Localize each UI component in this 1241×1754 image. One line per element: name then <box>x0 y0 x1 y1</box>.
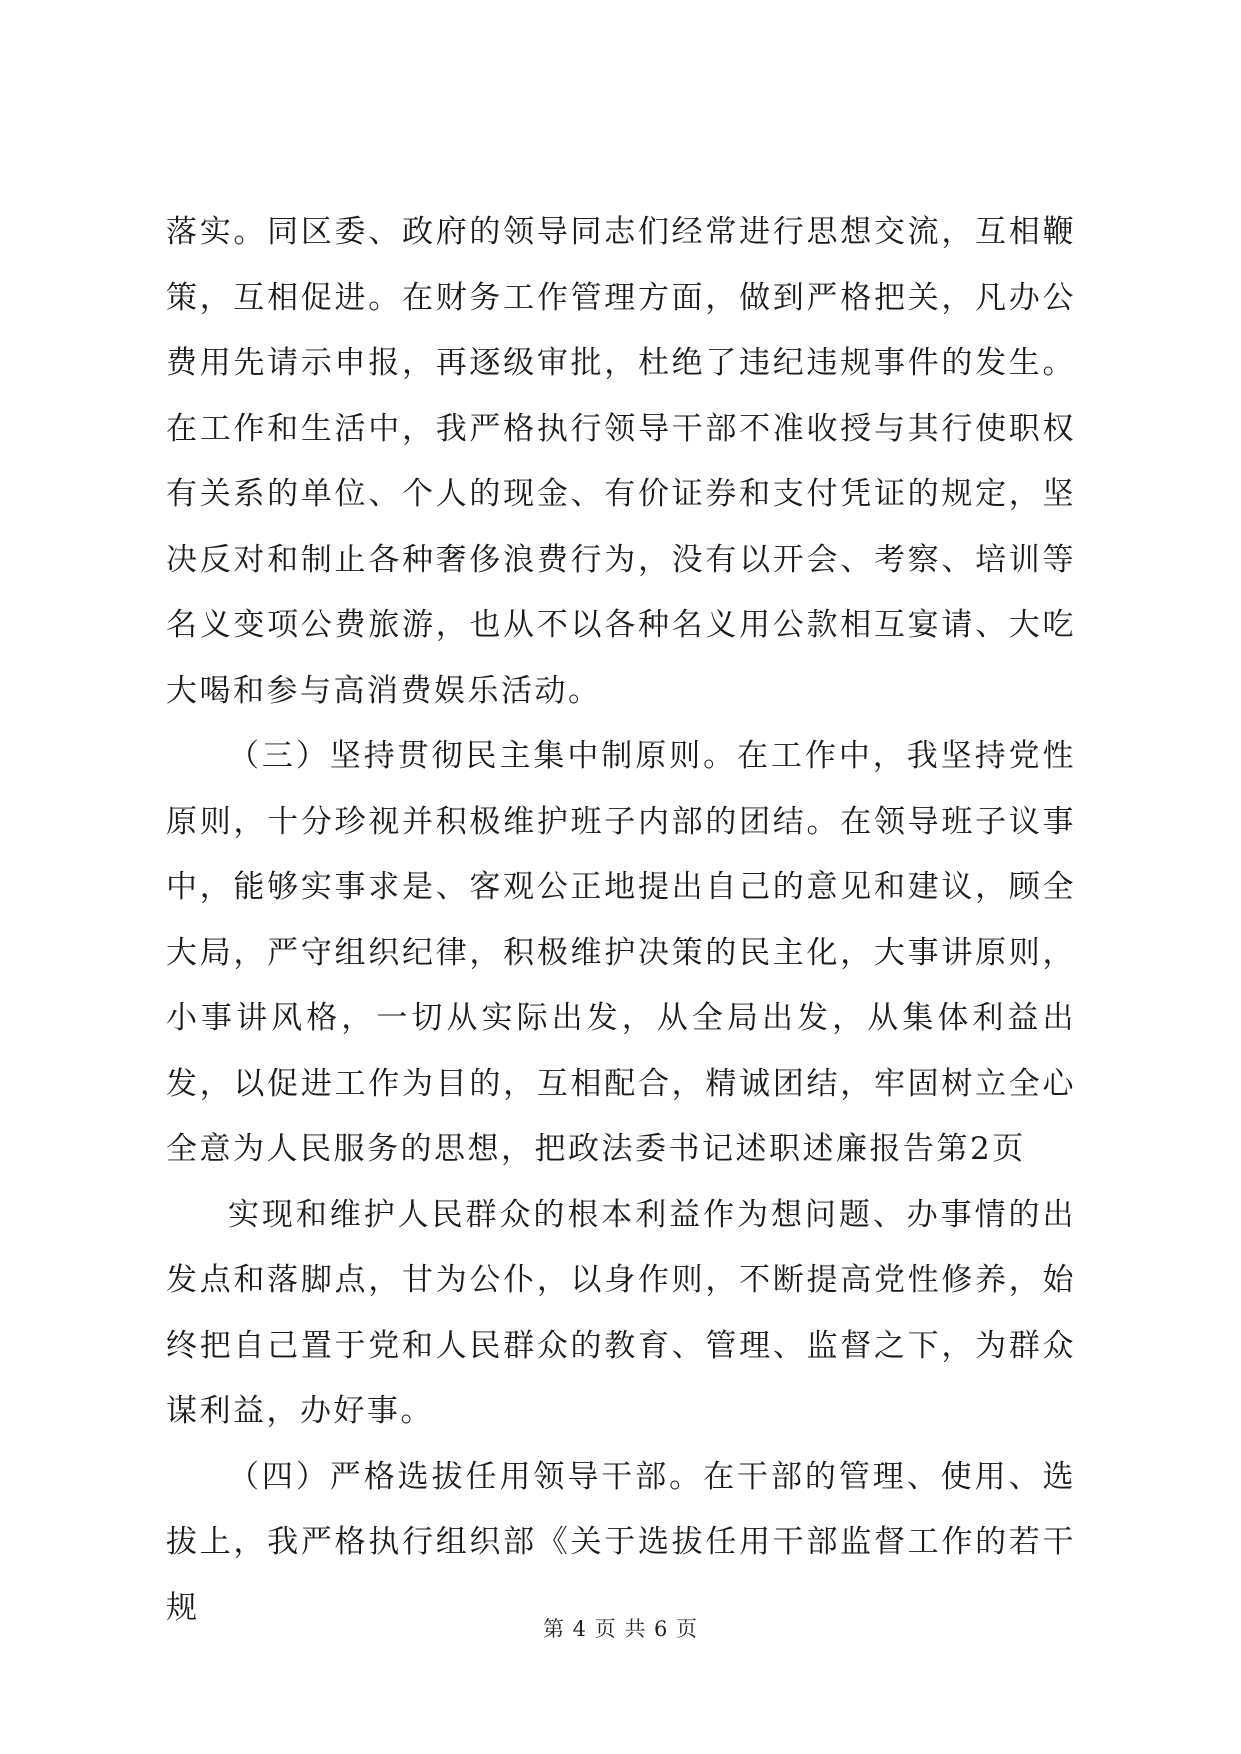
paragraph-4: （四）严格选拔任用领导干部。在干部的管理、使用、选拔上，我严格执行组织部《关于选拔任用干部监督工作的若干规 <box>166 1458 1076 1626</box>
paragraph-1: 落实。同区委、政府的领导同志们经常进行思想交流，互相鞭策，互相促进。在财务工作管理方面，做到严格把关，凡办公费用先请示申报，再逐级审批，杜绝了违纪违规事件的发生。在工作和生活中，我严格执行领导干部不准收授与其行使职权有关系的单位、个人的现金、有价证券和支付凭证的规定，坚决反对和制止各种奢侈浪费行为，没有以开会、考察、培训等名义变项公费旅游，也从不以各种名义用公款相互宴请、大吃大喝和参与高消费娱乐活动。 <box>166 214 1076 709</box>
paragraph-2: （三）坚持贯彻民主集中制原则。在工作中，我坚持党性原则，十分珍视并积极维护班子内部的团结。在领导班子议事中，能够实事求是、客观公正地提出自己的意见和建议，顾全大局，严守组织纪律，积极维护决策的民主化，大事讲原则，小事讲风格，一切从实际出发，从全局出发，从集体利益出发，以促进工作为目的，互相配合，精诚团结，牢固树立全心全意为人民服务的思想，把政法委书记述职述廉报告第2页 <box>166 738 1076 1167</box>
document-body <box>166 200 1076 1641</box>
page-number-label: 第 4 页 共 6 页 <box>542 1617 699 1641</box>
page-footer <box>0 1613 1241 1643</box>
paragraph-3: 实现和维护人民群众的根本利益作为想问题、办事情的出发点和落脚点，甘为公仆，以身作则，不断提高党性修养，始终把自己置于党和人民群众的教育、管理、监督之下，为群众谋利益，办好事。 <box>166 1196 1076 1429</box>
